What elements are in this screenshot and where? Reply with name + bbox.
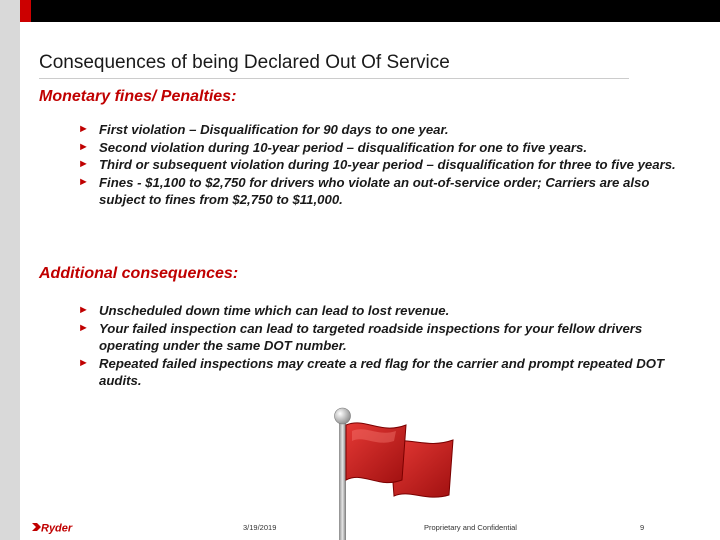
triangle-right-icon: ► <box>78 304 89 316</box>
list-item <box>78 320 698 355</box>
bullet-text: First violation – Disqualification for 90 days to one year. <box>99 122 449 137</box>
triangle-right-icon: ► <box>78 356 89 369</box>
bullet-text: Repeated failed inspections may create a red flag for the carrier and prompt repeated DOT audits. <box>99 355 665 389</box>
title-divider <box>39 78 629 79</box>
bullet-text: Fines - $1,100 to $2,750 for drivers who violate an out-of-service order; Carriers are also subject to fines from $2,750 to $11,000. <box>99 174 650 208</box>
header-red-accent <box>20 0 31 22</box>
triangle-right-icon: ► <box>78 175 89 188</box>
triangle-right-icon: ► <box>78 140 89 153</box>
list-item <box>78 156 698 174</box>
slide-title: Consequences of being Declared Out Of Service <box>39 52 450 73</box>
bullet-text: Unscheduled down time which can lead to lost revenue. <box>99 303 450 318</box>
monetary-bullet-list <box>78 121 698 209</box>
list-item <box>78 139 698 157</box>
section-heading-monetary: Monetary fines/ Penalties: <box>39 88 237 105</box>
triangle-right-icon: ► <box>78 158 89 171</box>
triangle-right-icon: ► <box>78 321 89 334</box>
list-item <box>78 355 698 390</box>
top-header-bar <box>20 0 720 22</box>
left-sidebar-band <box>0 0 20 540</box>
list-item <box>78 174 698 209</box>
red-flags-icon <box>318 405 468 540</box>
page-number: 9 <box>640 523 645 532</box>
bullet-text: Your failed inspection can lead to targeted roadside inspections for your fellow drivers operating under the same DOT number. <box>99 320 643 354</box>
triangle-right-icon: ► <box>78 123 89 135</box>
bullet-text: Second violation during 10-year period – disqualification for one to five years. <box>99 139 588 155</box>
additional-bullet-list <box>78 302 698 390</box>
footer-date: 3/19/2019 <box>243 523 277 532</box>
bullet-text: Third or subsequent violation during 10-year period – disqualification for three to five years. <box>99 157 676 173</box>
list-item <box>78 302 698 320</box>
section-heading-additional: Additional consequences: <box>39 265 239 282</box>
logo-text: Ryder <box>41 522 73 535</box>
footer-confidential: Proprietary and Confidential <box>424 523 517 532</box>
list-item <box>78 121 698 139</box>
ryder-logo <box>32 519 80 535</box>
